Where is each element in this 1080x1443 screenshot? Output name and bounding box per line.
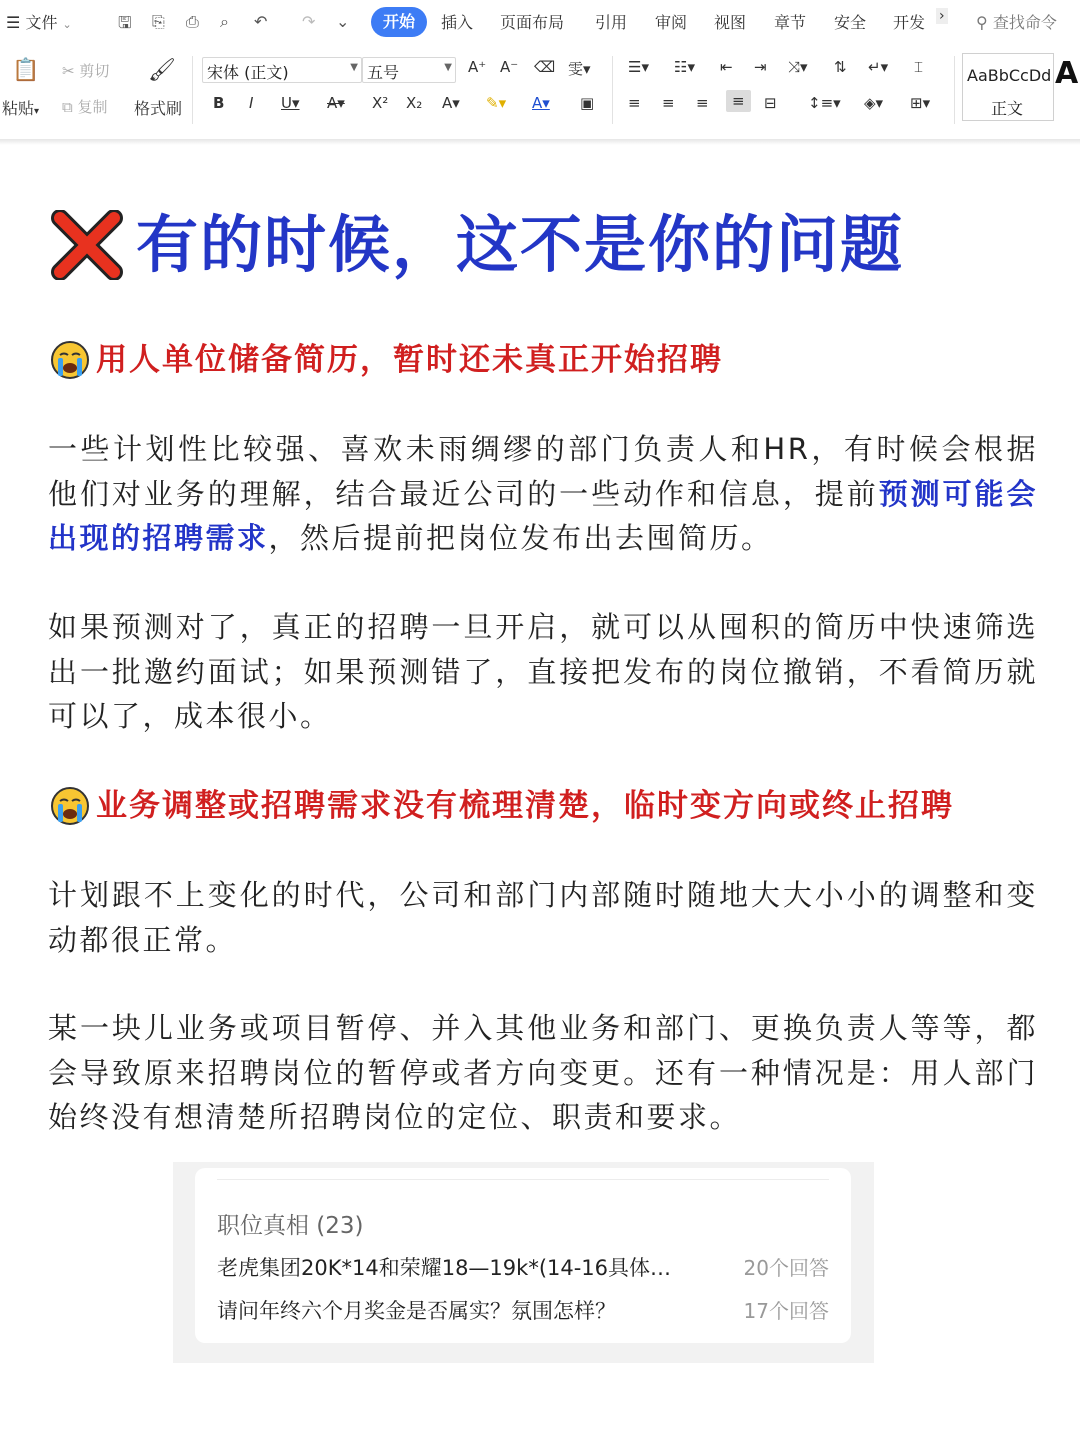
italic-icon[interactable]: I xyxy=(249,94,254,112)
format-painter-button[interactable]: 格式刷 xyxy=(134,99,183,118)
divider xyxy=(192,56,193,124)
tab-insert[interactable]: 插入 xyxy=(441,13,474,32)
grow-font-icon[interactable]: A⁺ xyxy=(468,58,487,76)
question-text: 请问年终六个月奖金是否属实？氛围怎样？ xyxy=(217,1299,616,1323)
paragraph: 某一块儿业务或项目暂停、并入其他业务和部门、更换负责人等等，都会导致原来招聘岗位的暂停或者方向变更。还有一种情况是：用人部门始终没有想清楚所招聘岗位的定位、职责和要求。 xyxy=(48,1011,1038,1134)
tab-home[interactable]: 开始 xyxy=(371,7,427,37)
style-normal[interactable]: AaBbCcDd 正文 xyxy=(962,53,1054,121)
export-icon[interactable]: ⎘ xyxy=(152,12,165,31)
copy-button[interactable]: ⧉ 复制 xyxy=(62,98,108,116)
superscript-icon[interactable]: X² xyxy=(372,94,389,112)
tab-view[interactable]: 视图 xyxy=(714,13,747,32)
tab-references[interactable]: 引用 xyxy=(595,13,628,32)
strikethrough-icon[interactable]: A▾ xyxy=(327,94,345,112)
justify-icon[interactable]: ≡ xyxy=(726,90,751,112)
tab-chapter[interactable]: 章节 xyxy=(774,13,807,32)
bullet-list-icon[interactable]: ☰▾ xyxy=(628,58,649,76)
subscript-icon[interactable]: X₂ xyxy=(406,94,423,112)
ribbon-shadow xyxy=(0,139,1080,145)
tab-review[interactable]: 审阅 xyxy=(655,13,688,32)
question-text: 老虎集团20K*14和荣耀18—19k*(14-16具体… xyxy=(217,1256,672,1280)
chevron-down-icon: ▼ xyxy=(350,62,358,73)
shading-icon[interactable]: ◈▾ xyxy=(864,94,884,112)
chevron-down-icon: ▼ xyxy=(444,62,452,73)
answer-count: 17个回答 xyxy=(743,1299,829,1323)
line-spacing-icon[interactable]: ↕≡▾ xyxy=(808,94,841,112)
search-icon: ⚲ xyxy=(976,13,988,32)
tab-page-layout[interactable]: 页面布局 xyxy=(500,13,565,32)
card-title: 职位真相 (23) xyxy=(217,1213,364,1239)
print-icon[interactable]: ⎙ xyxy=(186,12,199,31)
character-border-icon[interactable]: ▣ xyxy=(580,94,595,112)
print-preview-icon[interactable]: ⌕ xyxy=(220,12,229,31)
table-tools-icon[interactable]: ⌶ xyxy=(914,58,924,76)
highlight-color-icon[interactable]: ✎▾ xyxy=(486,94,507,112)
underline-icon[interactable]: U▾ xyxy=(281,94,300,112)
borders-icon[interactable]: ⊞▾ xyxy=(910,94,931,112)
text-direction-icon[interactable]: ⤨▾ xyxy=(788,58,808,76)
chevron-down-icon: ⌄ xyxy=(62,18,72,31)
font-color-icon[interactable]: A▾ xyxy=(532,94,550,112)
paragraph: 计划跟不上变化的时代，公司和部门内部随时随地大大小小的调整和变动都很正常。 xyxy=(48,878,1038,957)
shrink-font-icon[interactable]: A⁻ xyxy=(500,58,519,76)
menu-bar xyxy=(0,0,1080,44)
divider xyxy=(612,56,613,124)
bold-icon[interactable]: B xyxy=(213,94,225,112)
align-right-icon[interactable]: ≡ xyxy=(696,94,709,112)
format-painter-icon[interactable]: 🖌 xyxy=(148,58,176,83)
increase-indent-icon[interactable]: ⇥ xyxy=(754,58,767,76)
quick-access-more-icon[interactable]: ⌄ xyxy=(336,12,350,31)
font-size-select[interactable]: 五号 ▼ xyxy=(362,57,456,83)
crying-face-icon xyxy=(50,786,90,826)
text-effect-icon[interactable]: A▾ xyxy=(442,94,460,112)
align-center-icon[interactable]: ≡ xyxy=(662,94,675,112)
question-row[interactable] xyxy=(217,1295,829,1325)
save-icon[interactable]: 🖫 xyxy=(118,13,132,32)
crying-face-icon xyxy=(50,340,90,380)
undo-icon[interactable]: ↶ xyxy=(254,12,268,31)
clear-format-icon[interactable]: ⌫ xyxy=(534,58,556,76)
numbered-list-icon[interactable]: ☷▾ xyxy=(674,58,695,76)
sort-icon[interactable]: ⇅ xyxy=(834,58,847,76)
distribute-icon[interactable]: ⊟ xyxy=(764,94,777,112)
paste-button[interactable]: 粘贴▾ xyxy=(2,99,40,118)
tabs-scroll-right-icon[interactable]: › xyxy=(936,8,948,24)
cut-button[interactable]: ✂ 剪切 xyxy=(62,62,110,80)
answer-count: 20个回答 xyxy=(743,1256,829,1280)
tab-security[interactable]: 安全 xyxy=(834,13,867,32)
font-name-select[interactable]: 宋体 (正文) ▼ xyxy=(202,57,362,83)
cross-mark-icon xyxy=(50,210,124,280)
highlighted-text: 预测可能会出现的招聘需求 xyxy=(48,476,1038,555)
copy-icon: ⧉ xyxy=(62,98,73,116)
paste-icon[interactable]: 📋 xyxy=(12,58,40,83)
search-command[interactable]: ⚲ 查找命令 xyxy=(976,13,1057,32)
divider xyxy=(217,1179,829,1180)
style-heading-preview[interactable]: A xyxy=(1055,56,1079,91)
show-marks-icon[interactable]: ↵▾ xyxy=(868,58,889,76)
paragraph: 一些计划性比较强、喜欢未雨绸缪的部门负责人和HR，有时候会根据他们对业务的理解，结合最近公司的一些动作和信息，提前预测可能会出现的招聘需求，然后提前把岗位发布出去囤简历。 xyxy=(48,432,1038,555)
hamburger-icon: ☰ xyxy=(6,13,21,32)
phonetic-guide-icon[interactable]: 雯▾ xyxy=(568,60,591,78)
question-row[interactable] xyxy=(217,1252,829,1282)
tab-developer[interactable]: 开发 xyxy=(893,13,926,32)
align-left-icon[interactable]: ≡ xyxy=(628,94,641,112)
decrease-indent-icon[interactable]: ⇤ xyxy=(720,58,733,76)
paragraph: 如果预测对了，真正的招聘一旦开启，就可以从囤积的简历中快速筛选出一批邀约面试；如果预测错了，直接把发布的岗位撤销，不看简历就可以了，成本很小。 xyxy=(48,610,1038,733)
file-menu[interactable]: ☰ 文件 ⌄ xyxy=(6,13,72,32)
redo-icon[interactable]: ↷ xyxy=(302,12,316,31)
divider xyxy=(954,56,955,124)
scissors-icon: ✂ xyxy=(62,62,75,80)
